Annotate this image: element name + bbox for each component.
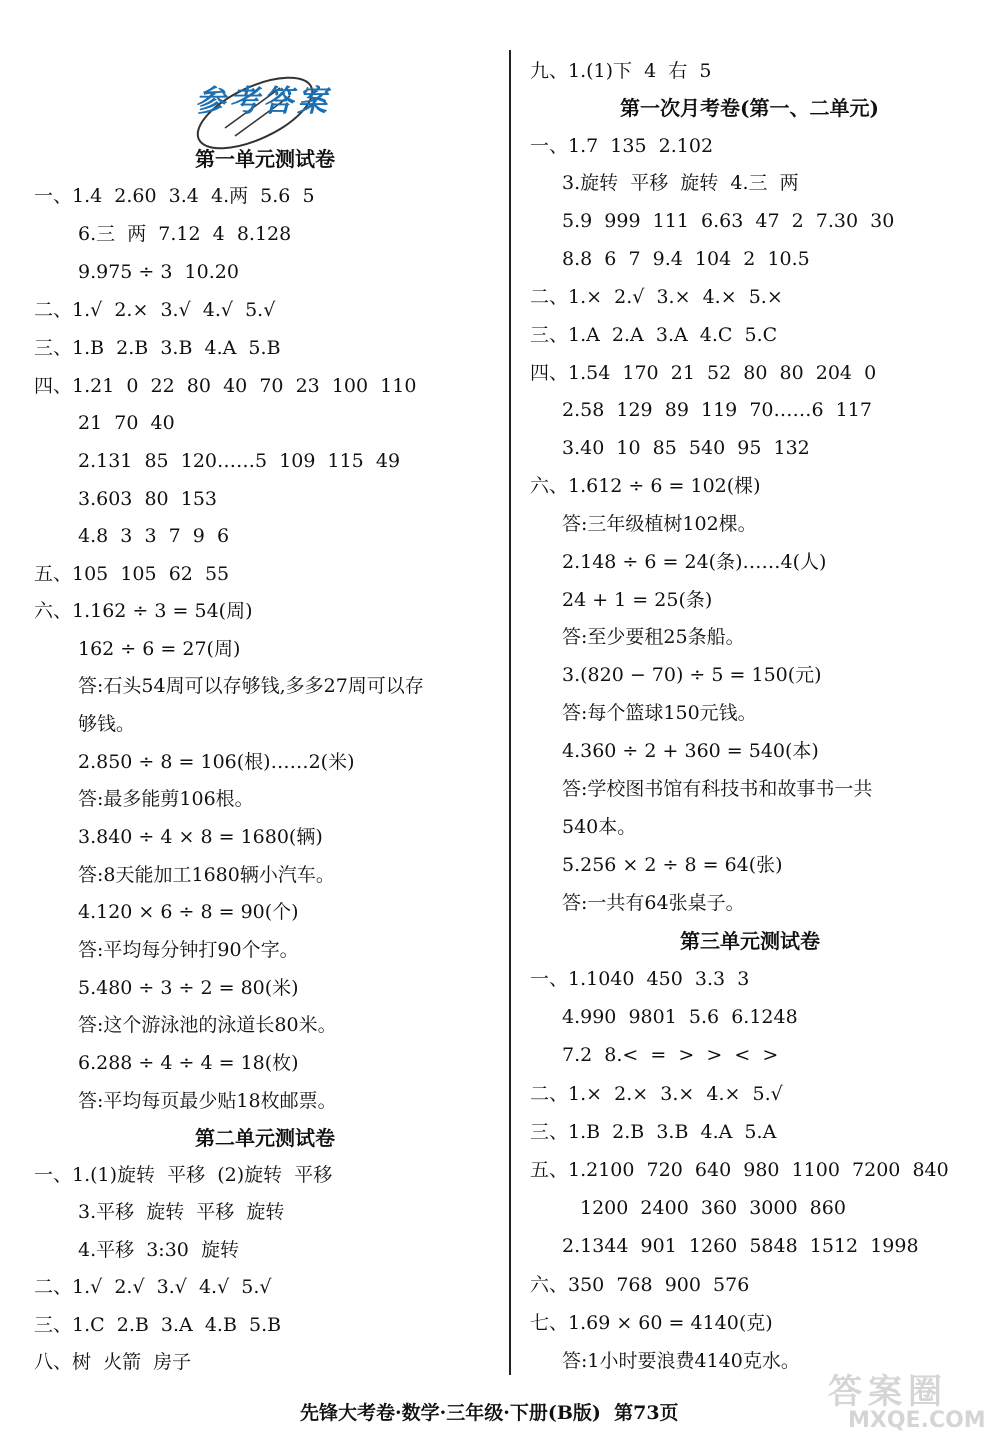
answer-line: 七、1.69 × 60 = 4140(克) <box>530 1312 773 1334</box>
section-heading: 第三单元测试卷 <box>680 929 820 953</box>
answer-line: 答:1小时要浪费4140克水。 <box>562 1350 800 1372</box>
answer-line: 八、树 火箭 房子 <box>34 1351 192 1373</box>
answer-line: 答:石头54周可以存够钱,多多27周可以存 <box>78 675 424 697</box>
answer-line: 三、1.B 2.B 3.B 4.A 5.A <box>530 1121 777 1143</box>
answer-line: 3.(820 − 70) ÷ 5 = 150(元) <box>562 664 822 686</box>
answer-line: 三、1.C 2.B 3.A 4.B 5.B <box>34 1314 282 1336</box>
answer-line: 答:每个篮球150元钱。 <box>562 702 757 724</box>
watermark-text: 答案圈 <box>828 1372 948 1412</box>
answer-line: 答:一共有64张桌子。 <box>562 892 745 914</box>
answer-line: 3.603 80 153 <box>78 488 217 510</box>
answer-line: 1200 2400 360 3000 860 <box>580 1197 846 1219</box>
answer-line: 六、350 768 900 576 <box>530 1274 750 1296</box>
answer-line: 一、1.4 2.60 3.4 4.两 5.6 5 <box>34 185 315 207</box>
answer-line: 答:最多能剪106根。 <box>78 788 254 810</box>
answer-line: 答:三年级植树102棵。 <box>562 513 757 535</box>
answer-line: 答:8天能加工1680辆小汽车。 <box>78 864 335 886</box>
page-footer: 先锋大考卷·数学·三年级·下册(B版) 第73页 <box>300 1402 679 1424</box>
answer-line: 五、105 105 62 55 <box>34 563 230 585</box>
answer-line: 三、1.A 2.A 3.A 4.C 5.C <box>530 324 778 346</box>
answer-line: 4.120 × 6 ÷ 8 = 90(个) <box>78 901 299 923</box>
answer-line: 3.旋转 平移 旋转 4.三 两 <box>562 172 799 194</box>
answer-line: 二、1.× 2.× 3.× 4.× 5.√ <box>530 1083 783 1105</box>
section-heading: 第一次月考卷(第一、二单元) <box>620 96 879 120</box>
answer-line: 六、1.612 ÷ 6 = 102(棵) <box>530 475 761 497</box>
answer-line: 5.480 ÷ 3 ÷ 2 = 80(米) <box>78 977 299 999</box>
answer-line: 6.288 ÷ 4 ÷ 4 = 18(枚) <box>78 1052 299 1074</box>
answer-key-logo <box>185 58 345 158</box>
answer-line: 5.9 999 111 6.63 47 2 7.30 30 <box>562 210 895 232</box>
answer-line: 2.1344 901 1260 5848 1512 1998 <box>562 1235 919 1257</box>
answer-line: 答:至少要租25条船。 <box>562 626 745 648</box>
answer-line: 五、1.2100 720 640 980 1100 7200 840 <box>530 1159 949 1181</box>
answer-line: 4.990 9801 5.6 6.1248 <box>562 1006 798 1028</box>
answer-line: 二、1.× 2.√ 3.× 4.× 5.× <box>530 286 783 308</box>
watermark-logo <box>820 1360 995 1445</box>
answer-line: 二、1.√ 2.× 3.√ 4.√ 5.√ <box>34 299 276 321</box>
section-heading: 第一单元测试卷 <box>195 147 335 171</box>
answer-line: 162 ÷ 6 = 27(周) <box>78 638 241 660</box>
watermark-url: MXQE.COM <box>848 1408 986 1433</box>
answer-line: 7.2 8.< = > > < > <box>562 1044 779 1066</box>
answer-line: 六、1.162 ÷ 3 = 54(周) <box>34 600 253 622</box>
logo-text: 参考答案 <box>195 84 331 119</box>
answer-line: 5.256 × 2 ÷ 8 = 64(张) <box>562 854 783 876</box>
answer-line: 3.840 ÷ 4 × 8 = 1680(辆) <box>78 826 323 848</box>
answer-line: 答:学校图书馆有科技书和故事书一共 <box>562 778 873 800</box>
answer-line: 6.三 两 7.12 4 8.128 <box>78 223 292 245</box>
answer-line: 4.平移 3:30 旋转 <box>78 1239 239 1261</box>
answer-line: 4.8 3 3 7 9 6 <box>78 525 230 547</box>
answer-line: 一、1.7 135 2.102 <box>530 135 714 157</box>
answer-line: 2.58 129 89 119 70……6 117 <box>562 399 872 421</box>
section-heading: 第二单元测试卷 <box>195 1126 335 1150</box>
answer-line: 21 70 40 <box>78 412 175 434</box>
answer-line: 9.975 ÷ 3 10.20 <box>78 261 239 283</box>
answer-line: 2.131 85 120……5 109 115 49 <box>78 450 401 472</box>
answer-line: 2.148 ÷ 6 = 24(条)……4(人) <box>562 551 827 573</box>
answer-line: 三、1.B 2.B 3.B 4.A 5.B <box>34 337 281 359</box>
answer-line: 四、1.21 0 22 80 40 70 23 100 110 <box>34 375 417 397</box>
column-divider <box>509 50 511 1375</box>
answer-line: 答:这个游泳池的泳道长80米。 <box>78 1014 337 1036</box>
answer-line: 一、1.(1)旋转 平移 (2)旋转 平移 <box>34 1164 333 1186</box>
answer-line: 够钱。 <box>78 713 136 735</box>
answer-line: 一、1.1040 450 3.3 3 <box>530 968 750 990</box>
answer-line: 8.8 6 7 9.4 104 2 10.5 <box>562 248 810 270</box>
answer-line: 四、1.54 170 21 52 80 80 204 0 <box>530 362 877 384</box>
answer-line: 2.850 ÷ 8 = 106(根)……2(米) <box>78 751 355 773</box>
answer-line: 九、1.(1)下 4 右 5 <box>530 60 712 82</box>
answer-line: 3.平移 旋转 平移 旋转 <box>78 1201 285 1223</box>
answer-line: 3.40 10 85 540 95 132 <box>562 437 810 459</box>
answer-line: 4.360 ÷ 2 + 360 = 540(本) <box>562 740 819 762</box>
answer-line: 二、1.√ 2.√ 3.√ 4.√ 5.√ <box>34 1276 272 1298</box>
answer-line: 540本。 <box>562 816 637 838</box>
answer-line: 答:平均每页最少贴18枚邮票。 <box>78 1090 337 1112</box>
answer-line: 24 + 1 = 25(条) <box>562 589 713 611</box>
answer-line: 答:平均每分钟打90个字。 <box>78 939 299 961</box>
